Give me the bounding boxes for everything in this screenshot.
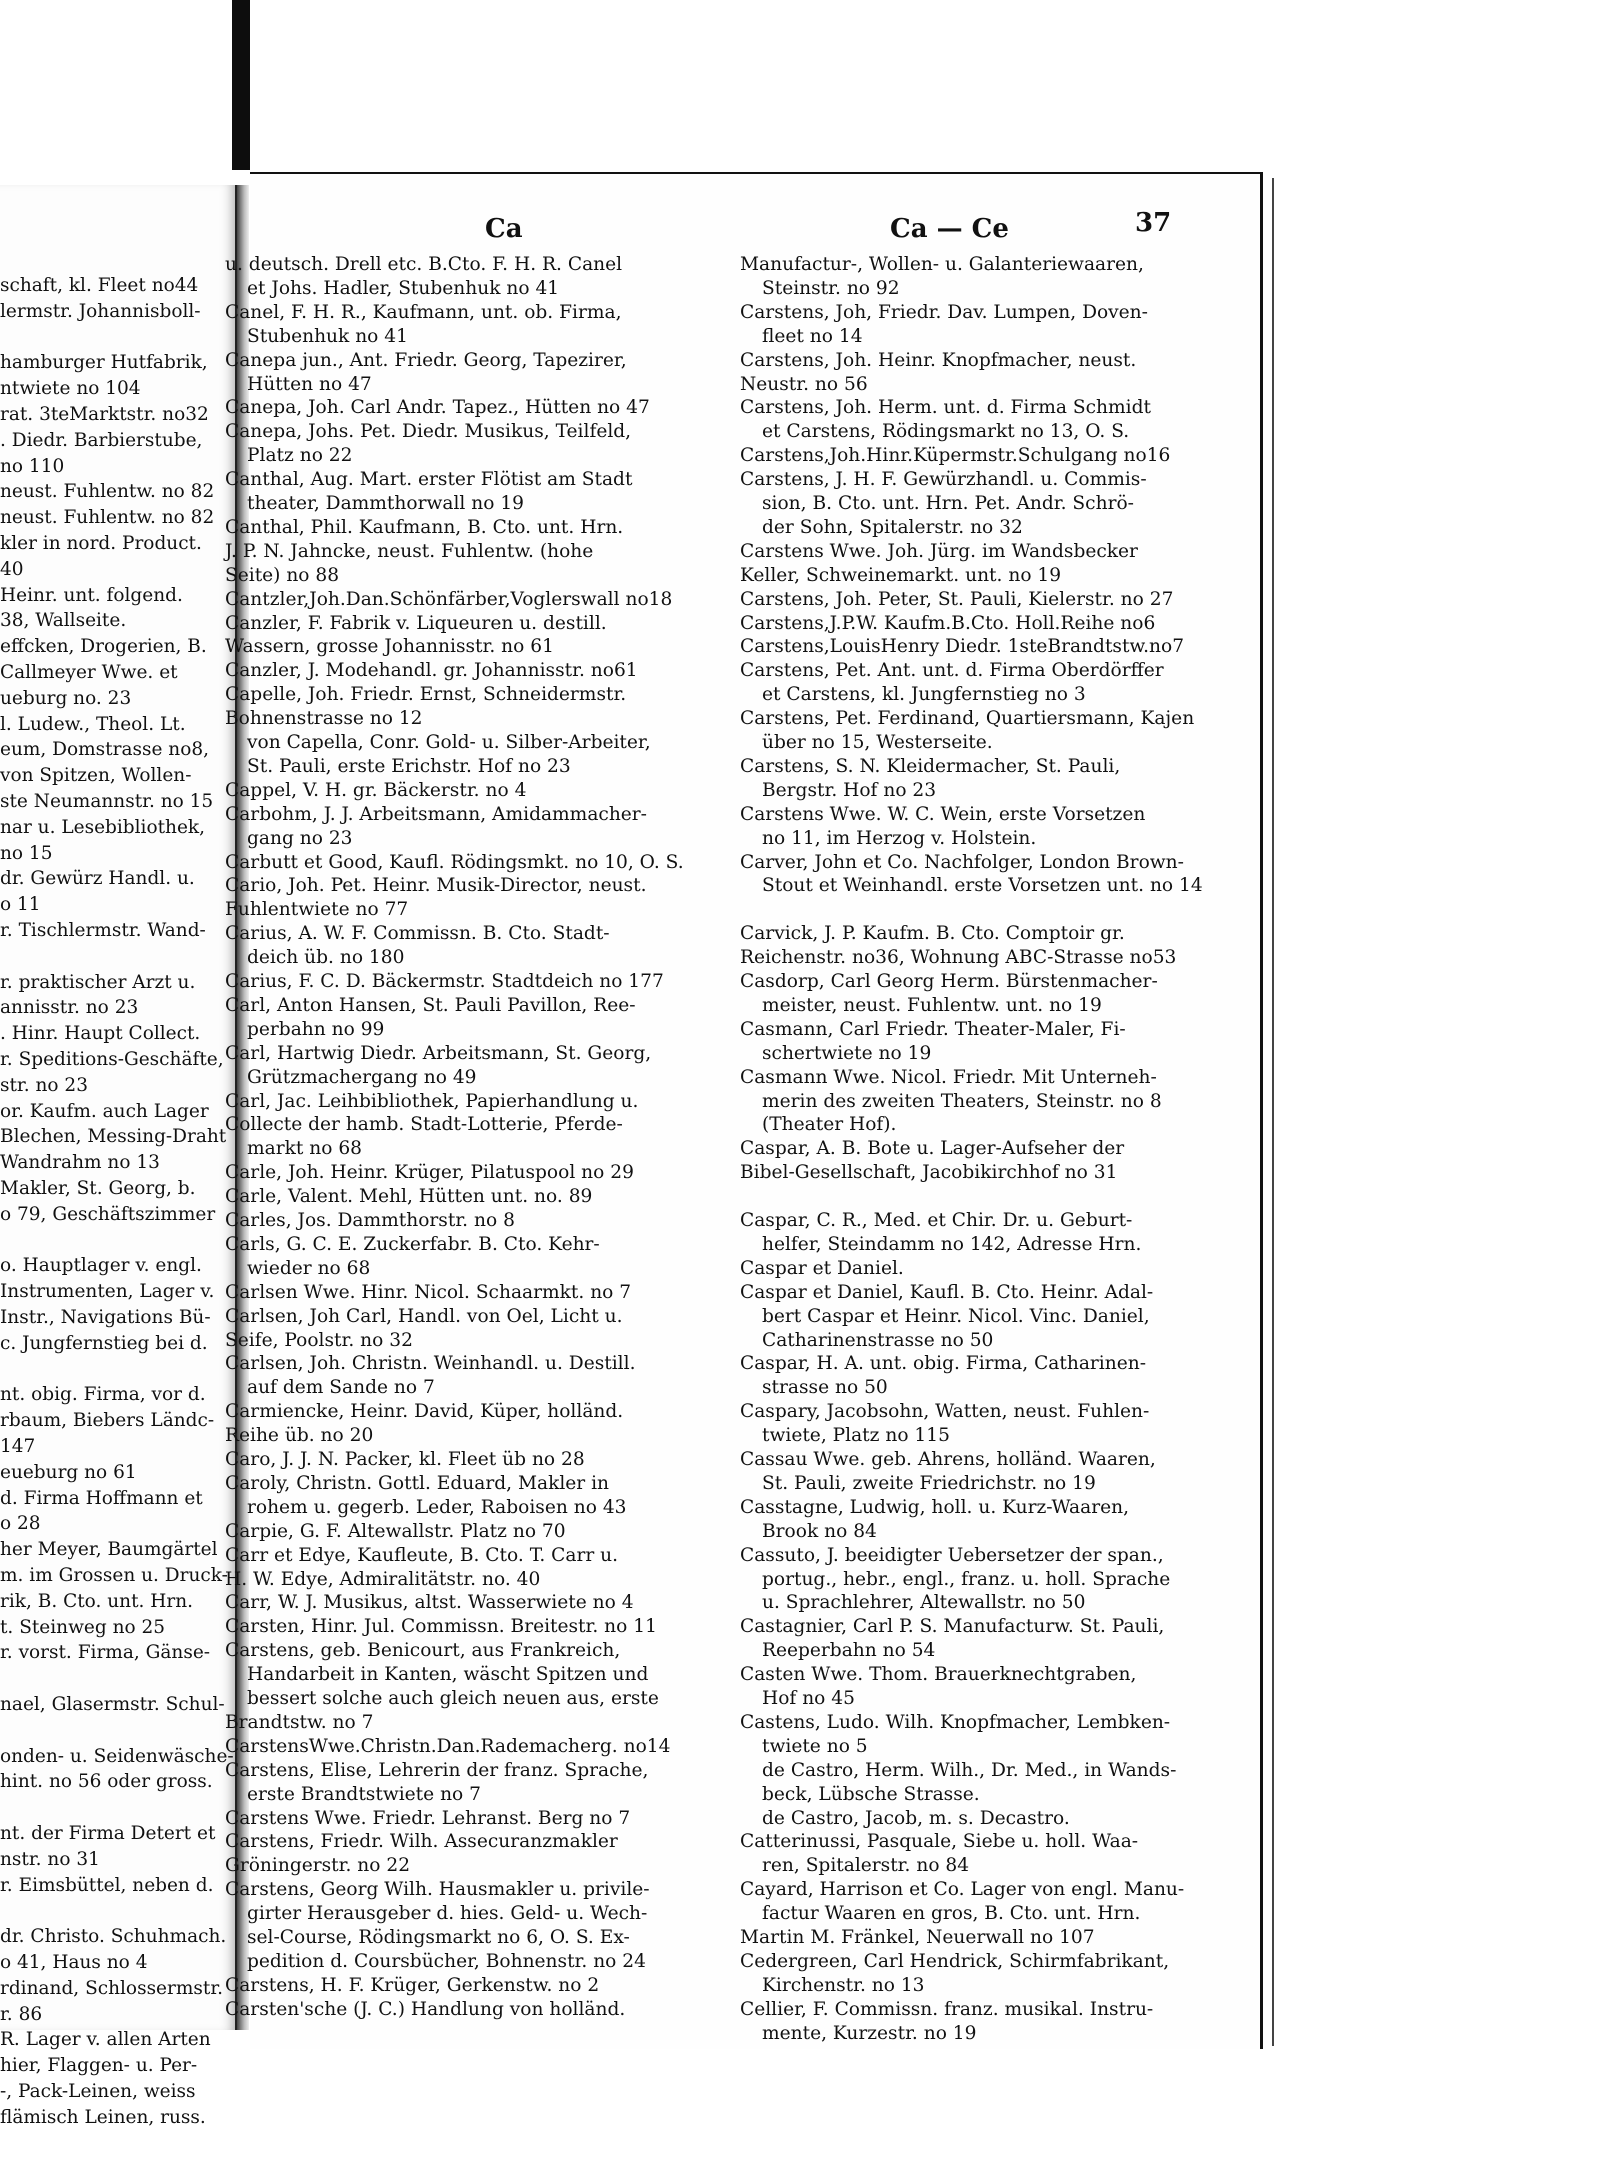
directory-line: Caspar, C. R., Med. et Chir. Dr. u. Geburt- (740, 1210, 1133, 1231)
directory-line: Capelle, Joh. Friedr. Ernst, Schneidermstr. (225, 684, 627, 706)
directory-line: nael, Glasermstr. Schul- (0, 1694, 225, 1715)
directory-line: Carvick, J. P. Kaufm. B. Cto. Comptoir gr. (740, 923, 1125, 945)
directory-line: Carbutt et Good, Kaufl. Rödingsmkt. no 10, O. S. (225, 851, 684, 873)
directory-line: hint. no 56 oder gross. (0, 1771, 213, 1793)
directory-line: Bergstr. Hof no 23 (762, 779, 937, 801)
directory-line: no 15 (0, 842, 53, 864)
directory-line: rbaum, Biebers Ländc- (0, 1410, 215, 1432)
directory-line: Keller, Schweinemarkt. unt. no 19 (740, 564, 1062, 586)
directory-line: St. Pauli, zweite Friedrichstr. no 19 (762, 1472, 1096, 1494)
directory-line: kler in nord. Product. (0, 533, 202, 554)
directory-line: rdinand, Schlossermstr. (0, 1977, 224, 1999)
directory-line: Carstens, Georg Wilh. Hausmakler u. privile- (225, 1879, 650, 1901)
directory-line: Carstens, Joh. Peter, St. Pauli, Kielerstr. no 27 (740, 588, 1174, 610)
directory-line: Catharinenstrasse no 50 (762, 1329, 994, 1351)
directory-line: theater, Dammthorwall no 19 (247, 493, 525, 514)
directory-line: Carstens, Pet. Ant. unt. d. Firma Oberdörffer (740, 660, 1164, 682)
directory-line: Brandtstw. no 7 (225, 1711, 374, 1733)
directory-line: markt no 68 (247, 1138, 362, 1160)
directory-line: o 11 (0, 894, 41, 916)
directory-line: Grützmachergang no 49 (247, 1066, 477, 1088)
directory-line: wieder no 68 (247, 1257, 371, 1279)
directory-line: perbahn no 99 (247, 1018, 385, 1040)
directory-line: (Theater Hof). (762, 1114, 897, 1136)
directory-line: Carstens Wwe. W. C. Wein, erste Vorsetzen (740, 803, 1146, 825)
directory-line: schertwiete no 19 (762, 1042, 932, 1064)
directory-line: Carr et Edye, Kaufleute, B. Cto. T. Carr u. (225, 1544, 619, 1566)
directory-line: portug., hebr., engl., franz. u. holl. Sprache (762, 1568, 1171, 1590)
directory-line: de Castro, Herm. Wilh., Dr. Med., in Wands- (762, 1759, 1177, 1781)
directory-line: schaft, kl. Fleet no44 (0, 275, 199, 296)
directory-line: Stubenhuk no 41 (247, 325, 408, 347)
directory-line: mente, Kurzestr. no 19 (762, 2022, 977, 2044)
directory-line: R. Lager v. allen Arten (0, 2029, 211, 2051)
directory-line: erste Brandtstwiete no 7 (247, 1783, 481, 1805)
directory-line: strasse no 50 (762, 1377, 888, 1399)
directory-line: et Carstens, kl. Jungfernstieg no 3 (762, 684, 1086, 706)
directory-line: Brook no 84 (762, 1520, 877, 1542)
column-header-left: Ca (485, 214, 523, 244)
directory-line: o 41, Haus no 4 (0, 1952, 148, 1973)
directory-line: beck, Lübsche Strasse. (762, 1783, 980, 1805)
directory-line: Reihe üb. no 20 (225, 1425, 374, 1447)
directory-line: her Meyer, Baumgärtel (0, 1539, 218, 1561)
directory-line: Canel, F. H. R., Kaufmann, unt. ob. Firma, (225, 301, 622, 323)
directory-line: Carstens,J.P.W. Kaufm.B.Cto. Holl.Reihe no6 (740, 612, 1156, 634)
directory-line: Carstens Wwe. Joh. Jürg. im Wandsbecker (740, 540, 1138, 562)
directory-line: or. Kaufm. auch Lager (0, 1100, 209, 1122)
directory-line: Callmeyer Wwe. et (0, 662, 178, 683)
directory-line: Caspar et Daniel, Kaufl. B. Cto. Heinr. Adal- (740, 1281, 1154, 1303)
directory-line: r. Tischlermstr. Wand- (0, 920, 206, 941)
directory-line: Heinr. unt. folgend. (0, 584, 183, 606)
directory-line: Martin M. Fränkel, Neuerwall no 107 (740, 1927, 1095, 1948)
directory-line: Manufactur-, Wollen- u. Galanteriewaaren, (740, 254, 1144, 275)
directory-line: Steinstr. no 92 (762, 277, 900, 299)
directory-line: r. Speditions-Geschäfte, (0, 1049, 224, 1070)
directory-line: eum, Domstrasse no8, (0, 739, 210, 761)
directory-line: ren, Spitalerstr. no 84 (762, 1855, 970, 1877)
directory-line: von Spitzen, Wollen- (0, 765, 192, 787)
directory-line: Canzler, F. Fabrik v. Liqueuren u. destill. (225, 612, 607, 634)
directory-line: r. 86 (0, 2003, 43, 2025)
directory-line: auf dem Sande no 7 (247, 1377, 435, 1399)
directory-line: Carstens,Joh.Hinr.Küpermstr.Schulgang no16 (740, 445, 1171, 467)
directory-line: 38, Wallseite. (0, 610, 127, 632)
directory-line: Handarbeit in Kanten, wäscht Spitzen und (247, 1664, 649, 1686)
directory-line: Kirchenstr. no 13 (762, 1974, 925, 1996)
directory-line: rat. 3teMarktstr. no32 (0, 404, 209, 425)
directory-line: eueburg no 61 (0, 1461, 137, 1483)
directory-line: Carstens, Friedr. Wilh. Assecuranzmakler (225, 1831, 618, 1853)
directory-line: o 79, Geschäftszimmer (0, 1203, 216, 1225)
directory-line: Casdorp, Carl Georg Herm. Bürstenmacher- (740, 971, 1158, 992)
directory-line: r. vorst. Firma, Gänse- (0, 1642, 211, 1664)
directory-line: l. Ludew., Theol. Lt. (0, 713, 186, 735)
directory-line: Canzler, J. Modehandl. gr. Johannisstr. no61 (225, 660, 638, 682)
directory-line: . Diedr. Barbierstube, (0, 429, 203, 451)
directory-line: Carles, Jos. Dammthorstr. no 8 (225, 1210, 515, 1231)
directory-line: Carstens, H. F. Krüger, Gerkenstw. no 2 (225, 1974, 600, 1996)
directory-line: bert Caspar et Heinr. Nicol. Vinc. Daniel, (762, 1305, 1150, 1327)
page-edge (1262, 178, 1274, 2046)
directory-line: St. Pauli, erste Erichstr. Hof no 23 (247, 755, 571, 777)
directory-line: Carius, F. C. D. Bäckermstr. Stadtdeich no 177 (225, 971, 664, 992)
directory-line: Castagnier, Carl P. S. Manufacturw. St. Pauli, (740, 1616, 1165, 1638)
directory-line: Bibel-Gesellschaft, Jacobikirchhof no 31 (740, 1162, 1118, 1184)
directory-line: annisstr. no 23 (0, 997, 139, 1019)
directory-line: u. Sprachlehrer, Altewallstr. no 50 (762, 1592, 1086, 1614)
directory-line: sel-Course, Rödingsmarkt no 6, O. S. Ex- (247, 1927, 630, 1948)
directory-line: onden- u. Seidenwäsche- (0, 1745, 234, 1767)
directory-line: Carl, Hartwig Diedr. Arbeitsmann, St. Georg, (225, 1042, 652, 1064)
directory-line: Neustr. no 56 (740, 373, 868, 395)
directory-line: CarstensWwe.Christn.Dan.Rademacherg. no14 (225, 1735, 671, 1757)
directory-line: girter Herausgeber d. hies. Geld- u. Wech- (247, 1903, 648, 1925)
scanner-edge-bar (232, 0, 250, 170)
directory-line: t. Steinweg no 25 (0, 1616, 166, 1638)
directory-line: merin des zweiten Theaters, Steinstr. no 8 (762, 1090, 1162, 1112)
directory-line: Canepa, Joh. Carl Andr. Tapez., Hütten no 47 (225, 397, 650, 419)
directory-line: twiete, Platz no 115 (762, 1425, 950, 1447)
directory-line: Caspar, A. B. Bote u. Lager-Aufseher der (740, 1138, 1125, 1160)
left-page (0, 185, 237, 2128)
directory-line: Gröningerstr. no 22 (225, 1855, 411, 1877)
directory-line: hamburger Hutfabrik, (0, 352, 208, 374)
directory-line: 40 (0, 558, 24, 580)
directory-line: nt. der Firma Detert et (0, 1823, 216, 1844)
directory-line: bessert solche auch gleich neuen aus, erste (247, 1688, 659, 1709)
directory-line: Wandrahm no 13 (0, 1152, 160, 1174)
directory-line: rohem u. gegerb. Leder, Raboisen no 43 (247, 1496, 627, 1518)
directory-line: Carstens,LouisHenry Diedr. 1steBrandtstw.no7 (740, 636, 1185, 658)
directory-line: über no 15, Westerseite. (762, 732, 993, 753)
directory-line: Reeperbahn no 54 (762, 1640, 936, 1662)
directory-line: Instrumenten, Lager v. (0, 1281, 215, 1303)
directory-line: c. Jungfernstieg bei d. (0, 1332, 208, 1354)
directory-line: Carlsen Wwe. Hinr. Nicol. Schaarmkt. no 7 (225, 1281, 632, 1303)
directory-line: Hof no 45 (762, 1688, 855, 1709)
directory-line: no 110 (0, 455, 65, 477)
directory-line: Platz no 22 (247, 445, 353, 467)
directory-line: nt. obig. Firma, vor d. (0, 1384, 206, 1406)
directory-line: Casten Wwe. Thom. Brauerknechtgraben, (740, 1664, 1137, 1686)
directory-line: von Capella, Conr. Gold- u. Silber-Arbeiter, (247, 732, 651, 753)
directory-line: effcken, Drogerien, B. (0, 636, 207, 658)
directory-line: r. praktischer Arzt u. (0, 971, 196, 993)
directory-line: Carl, Jac. Leihbibliothek, Papierhandlung u. (225, 1090, 639, 1112)
directory-line: Instr., Navigations Bü- (0, 1307, 211, 1328)
directory-line: Carl, Anton Hansen, St. Pauli Pavillon, Ree- (225, 994, 636, 1016)
directory-line: Carsten'sche (J. C.) Handlung von holländ. (225, 1998, 626, 2020)
right-page (225, 172, 1263, 2049)
directory-line: Collecte der hamb. Stadt-Lotterie, Pferde- (225, 1114, 623, 1136)
directory-line: u. deutsch. Drell etc. B.Cto. F. H. R. Canel (225, 254, 623, 275)
directory-line: Cassuto, J. beeidigter Uebersetzer der span., (740, 1544, 1164, 1566)
directory-line: Caspar, H. A. unt. obig. Firma, Catharinen- (740, 1353, 1146, 1375)
directory-line: nar u. Lesebibliothek, (0, 816, 205, 838)
directory-line: Carlsen, Joh. Christn. Weinhandl. u. Destill. (225, 1353, 636, 1375)
directory-line: Wassern, grosse Johannisstr. no 61 (225, 636, 554, 658)
directory-line: Cappel, V. H. gr. Bäckerstr. no 4 (225, 779, 527, 801)
directory-line: Cantzler,Joh.Dan.Schönfärber,Voglerswall no18 (225, 588, 673, 610)
directory-line: Stout et Weinhandl. erste Vorsetzen unt. no 14 (762, 875, 1203, 897)
directory-line: Cedergreen, Carl Hendrick, Schirmfabrikant, (740, 1950, 1170, 1972)
directory-line: Carle, Joh. Heinr. Krüger, Pilatuspool no 29 (225, 1162, 634, 1184)
directory-line: m. im Grossen u. Druck- (0, 1565, 228, 1586)
directory-line: Casstagne, Ludwig, holl. u. Kurz-Waaren, (740, 1496, 1129, 1518)
directory-line: Blechen, Messing-Draht (0, 1126, 227, 1148)
directory-line: Canthal, Aug. Mart. erster Flötist am Stadt (225, 469, 633, 491)
directory-line: Carstens, geb. Benicourt, aus Frankreich, (225, 1640, 621, 1662)
directory-line: Carle, Valent. Mehl, Hütten unt. no. 89 (225, 1186, 593, 1208)
directory-line: Cario, Joh. Pet. Heinr. Musik-Director, neust. (225, 875, 647, 897)
directory-line: d. Firma Hoffmann et (0, 1487, 203, 1509)
directory-line: et Johs. Hadler, Stubenhuk no 41 (247, 277, 560, 299)
directory-line: Caro, J. J. N. Packer, kl. Fleet üb no 28 (225, 1449, 585, 1470)
directory-line: Cassau Wwe. geb. Ahrens, holländ. Waaren, (740, 1449, 1156, 1470)
directory-line: pedition d. Coursbücher, Bohnenstr. no 24 (247, 1950, 646, 1972)
directory-line: Seite) no 88 (225, 564, 340, 586)
directory-line: neust. Fuhlentw. no 82 (0, 507, 215, 529)
directory-line: Carstens, J. H. F. Gewürzhandl. u. Commis- (740, 469, 1147, 491)
directory-line: Reichenstr. no36, Wohnung ABC-Strasse no53 (740, 947, 1177, 969)
directory-line: Casmann Wwe. Nicol. Friedr. Mit Unterneh- (740, 1066, 1157, 1088)
column-header-right: Ca — Ce (890, 214, 1009, 244)
directory-line: deich üb. no 180 (247, 947, 405, 969)
directory-line: Carmiencke, Heinr. David, Küper, holländ. (225, 1401, 624, 1423)
directory-line: H. W. Edye, Admiralitätstr. no. 40 (225, 1568, 541, 1590)
directory-line: . Hinr. Haupt Collect. (0, 1023, 201, 1045)
directory-line: o 28 (0, 1513, 41, 1535)
directory-line: Castens, Ludo. Wilh. Knopfmacher, Lembken- (740, 1711, 1171, 1733)
directory-line: Carls, G. C. E. Zuckerfabr. B. Cto. Kehr- (225, 1233, 600, 1255)
directory-line: Carlsen, Joh Carl, Handl. von Oel, Licht u. (225, 1305, 623, 1327)
directory-line: ntwiete no 104 (0, 378, 141, 400)
directory-line: Carr, W. J. Musikus, altst. Wasserwiete no 4 (225, 1592, 634, 1614)
directory-line: twiete no 5 (762, 1735, 868, 1757)
directory-line: Carstens, Joh. Heinr. Knopfmacher, neust. (740, 349, 1137, 371)
directory-line: ste Neumannstr. no 15 (0, 791, 214, 812)
directory-line: Carsten, Hinr. Jul. Commissn. Breitestr. no 11 (225, 1616, 657, 1638)
directory-line: Carpie, G. F. Altewallstr. Platz no 70 (225, 1520, 566, 1542)
directory-line: fleet no 14 (762, 325, 863, 347)
directory-line: de Castro, Jacob, m. s. Decastro. (762, 1807, 1070, 1829)
directory-line: Canthal, Phil. Kaufmann, B. Cto. unt. Hrn. (225, 516, 624, 538)
directory-line: dr. Gewürz Handl. u. (0, 868, 195, 890)
directory-line: flämisch Leinen, russ. (0, 2106, 206, 2128)
directory-line: Carstens, Joh, Friedr. Dav. Lumpen, Doven- (740, 301, 1148, 323)
directory-line: helfer, Steindamm no 142, Adresse Hrn. (762, 1233, 1142, 1255)
directory-line: et Carstens, Rödingsmarkt no 13, O. S. (762, 421, 1130, 443)
directory-line: der Sohn, Spitalerstr. no 32 (762, 516, 1023, 538)
directory-line: sion, B. Cto. unt. Hrn. Pet. Andr. Schrö- (762, 493, 1134, 514)
directory-line: Carstens, Joh. Herm. unt. d. Firma Schmidt (740, 397, 1151, 419)
directory-line: -, Pack-Leinen, weiss (0, 2081, 196, 2102)
directory-line: Carstens, S. N. Kleidermacher, St. Pauli, (740, 755, 1121, 777)
directory-line: Carius, A. W. F. Commissn. B. Cto. Stadt- (225, 923, 610, 945)
directory-line: ueburg no. 23 (0, 687, 132, 709)
directory-line: gang no 23 (247, 827, 353, 849)
directory-line: factur Waaren en gros, B. Cto. unt. Hrn. (762, 1903, 1141, 1925)
directory-line: Hütten no 47 (247, 373, 372, 395)
directory-line: Carstens, Elise, Lehrerin der franz. Sprache, (225, 1759, 649, 1781)
directory-line: Caroly, Christn. Gottl. Eduard, Makler in (225, 1472, 610, 1494)
directory-line: Carbohm, J. J. Arbeitsmann, Amidammacher- (225, 803, 647, 825)
directory-line: hier, Flaggen- u. Per- (0, 2055, 198, 2077)
directory-line: dr. Christo. Schuhmach. (0, 1926, 227, 1948)
directory-line: Carstens, Pet. Ferdinand, Quartiersmann, Kajen (740, 708, 1195, 730)
directory-line: J. P. N. Jahncke, neust. Fuhlentw. (hohe (225, 540, 594, 562)
directory-line: Cayard, Harrison et Co. Lager von engl. Manu- (740, 1879, 1185, 1901)
directory-line: r. Eimsbüttel, neben d. (0, 1874, 214, 1896)
directory-line: Caspar et Daniel. (740, 1257, 904, 1279)
directory-line: str. no 23 (0, 1074, 88, 1096)
directory-line: o. Hauptlager v. engl. (0, 1255, 202, 1277)
directory-line: 147 (0, 1436, 36, 1457)
directory-line: Caspary, Jacobsohn, Watten, neust. Fuhlen- (740, 1401, 1150, 1423)
directory-line: Casmann, Carl Friedr. Theater-Maler, Fi- (740, 1018, 1126, 1040)
directory-line: meister, neust. Fuhlentw. unt. no 19 (762, 994, 1102, 1016)
directory-line: Carstens Wwe. Friedr. Lehranst. Berg no 7 (225, 1807, 631, 1829)
directory-line: Catterinussi, Pasquale, Siebe u. holl. Waa- (740, 1831, 1139, 1853)
directory-line: Fuhlentwiete no 77 (225, 899, 409, 921)
directory-line: rik, B. Cto. unt. Hrn. (0, 1590, 194, 1612)
directory-line: Cellier, F. Commissn. franz. musikal. Instru- (740, 1998, 1154, 2020)
directory-line: Makler, St. Georg, b. (0, 1178, 196, 1199)
directory-line: no 11, im Herzog v. Holstein. (762, 827, 1037, 849)
directory-line: Seife, Poolstr. no 32 (225, 1329, 413, 1351)
directory-line: lermstr. Johannisboll- (0, 300, 201, 322)
directory-line: Canepa jun., Ant. Friedr. Georg, Tapezirer, (225, 349, 627, 371)
directory-line: Canepa, Johs. Pet. Diedr. Musikus, Teilfeld, (225, 421, 632, 443)
directory-line: Bohnenstrasse no 12 (225, 708, 423, 730)
page-number: 37 (1135, 208, 1172, 238)
directory-line: Carver, John et Co. Nachfolger, London Brown- (740, 851, 1184, 873)
directory-line: nstr. no 31 (0, 1848, 100, 1870)
directory-line: neust. Fuhlentw. no 82 (0, 481, 215, 503)
